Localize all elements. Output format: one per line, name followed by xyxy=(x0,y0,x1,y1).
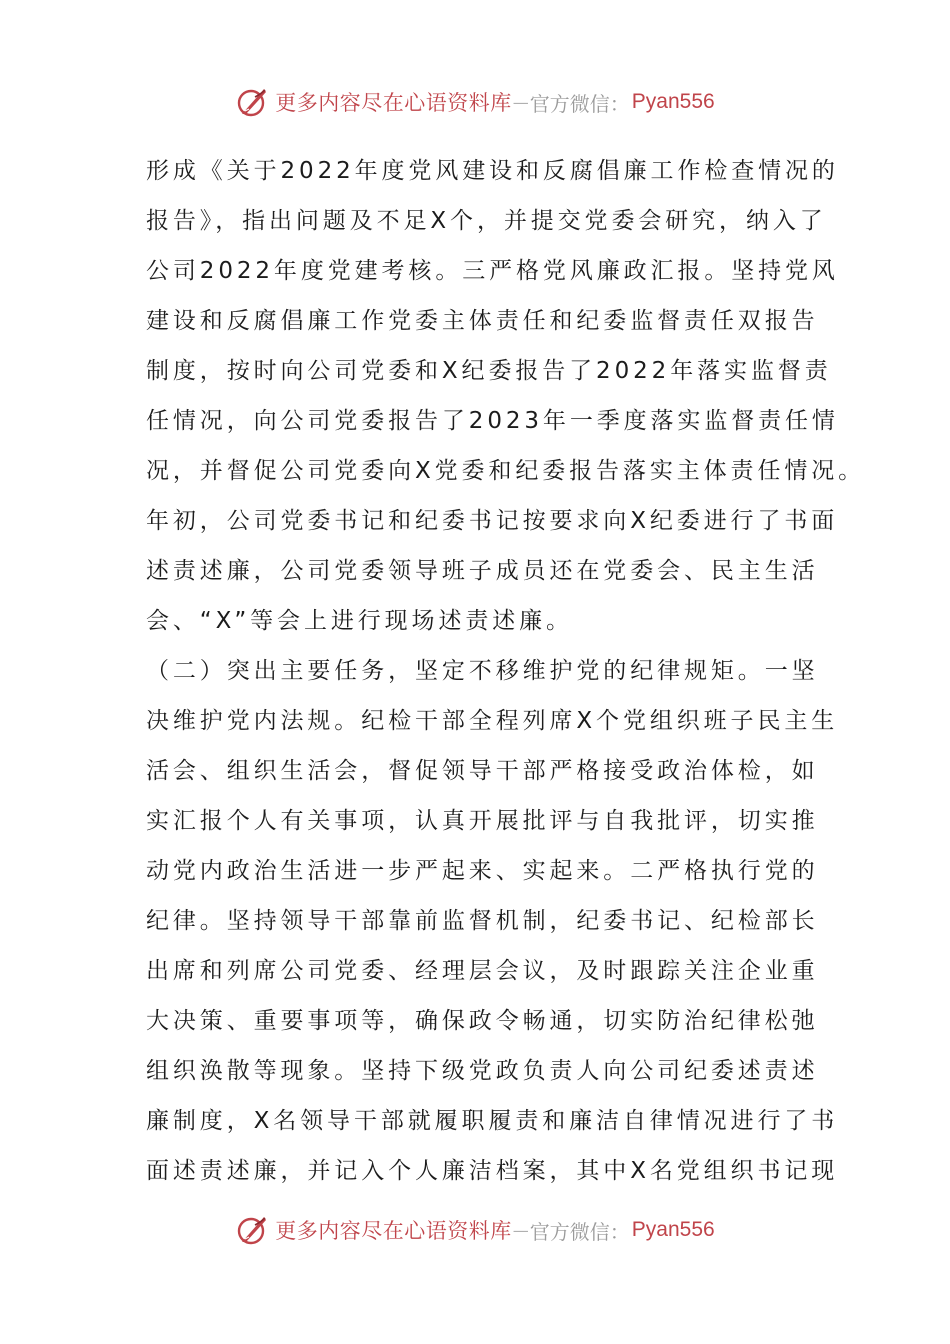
text-line: 组织涣散等现象。坚持下级党政负责人向公司纪委述责述 xyxy=(146,1058,819,1084)
text-line: 出席和列席公司党委、经理层会议，及时跟踪关注企业重 xyxy=(146,958,819,984)
text-line: 任情况，向公司党委报告了2023年一季度落实监督责任情 xyxy=(146,408,839,434)
text-line: 决维护党内法规。纪检干部全程列席X个党组织班子民主生 xyxy=(146,708,839,734)
text-line: 廉制度，X名领导干部就履职履责和廉洁自律情况进行了书 xyxy=(146,1108,839,1134)
quill-logo-icon xyxy=(235,84,271,120)
text-line: 纪律。坚持领导干部靠前监督机制，纪委书记、纪检部长 xyxy=(146,908,819,934)
banner-separator: — xyxy=(512,1220,529,1240)
text-line: 形成《关于2022年度党风建设和反腐倡廉工作检查情况的 xyxy=(146,158,839,184)
text-line: 制度，按时向公司党委和X纪委报告了2022年落实监督责 xyxy=(146,358,832,384)
banner-wechat-id: Pyan556 xyxy=(631,1218,715,1241)
banner-brand-text: 更多内容尽在心语资料库 xyxy=(275,1219,512,1243)
text-line: 面述责述廉，并记入个人廉洁档案，其中X名党组织书记现 xyxy=(146,1158,839,1184)
banner-wechat-label: 官方微信： xyxy=(529,1219,630,1244)
text-line: 活会、组织生活会，督促领导干部严格接受政治体检，如 xyxy=(146,758,819,784)
text-line: 会、“X”等会上进行现场述责述廉。 xyxy=(146,608,573,634)
text-line: 年初，公司党委书记和纪委书记按要求向X纪委进行了书面 xyxy=(146,508,839,534)
banner-wechat-label: 官方微信： xyxy=(529,91,630,116)
text-line: （二）突出主要任务，坚定不移维护党的纪律规矩。一坚 xyxy=(146,658,819,684)
document-body xyxy=(146,146,866,1196)
banner-separator: — xyxy=(512,92,529,112)
text-line: 报告》，指出问题及不足X个，并提交党委会研究，纳入了 xyxy=(146,208,827,234)
banner-wechat-id: Pyan556 xyxy=(631,90,715,113)
footer-banner xyxy=(0,1210,950,1250)
header-banner xyxy=(0,82,950,122)
text-line: 建设和反腐倡廉工作党委主体责任和纪委监督责任双报告 xyxy=(146,308,819,334)
text-line: 实汇报个人有关事项，认真开展批评与自我批评，切实推 xyxy=(146,808,819,834)
banner-brand-text: 更多内容尽在心语资料库 xyxy=(275,91,512,115)
quill-logo-icon xyxy=(235,1212,271,1248)
text-line: 况，并督促公司党委向X党委和纪委报告落实主体责任情况。 xyxy=(146,458,866,484)
text-line: 大决策、重要事项等，确保政令畅通，切实防治纪律松弛 xyxy=(146,1008,819,1034)
text-line: 动党内政治生活进一步严起来、实起来。二严格执行党的 xyxy=(146,858,819,884)
text-line: 述责述廉，公司党委领导班子成员还在党委会、民主生活 xyxy=(146,558,819,584)
text-line: 公司2022年度党建考核。三严格党风廉政汇报。坚持党风 xyxy=(146,258,839,284)
